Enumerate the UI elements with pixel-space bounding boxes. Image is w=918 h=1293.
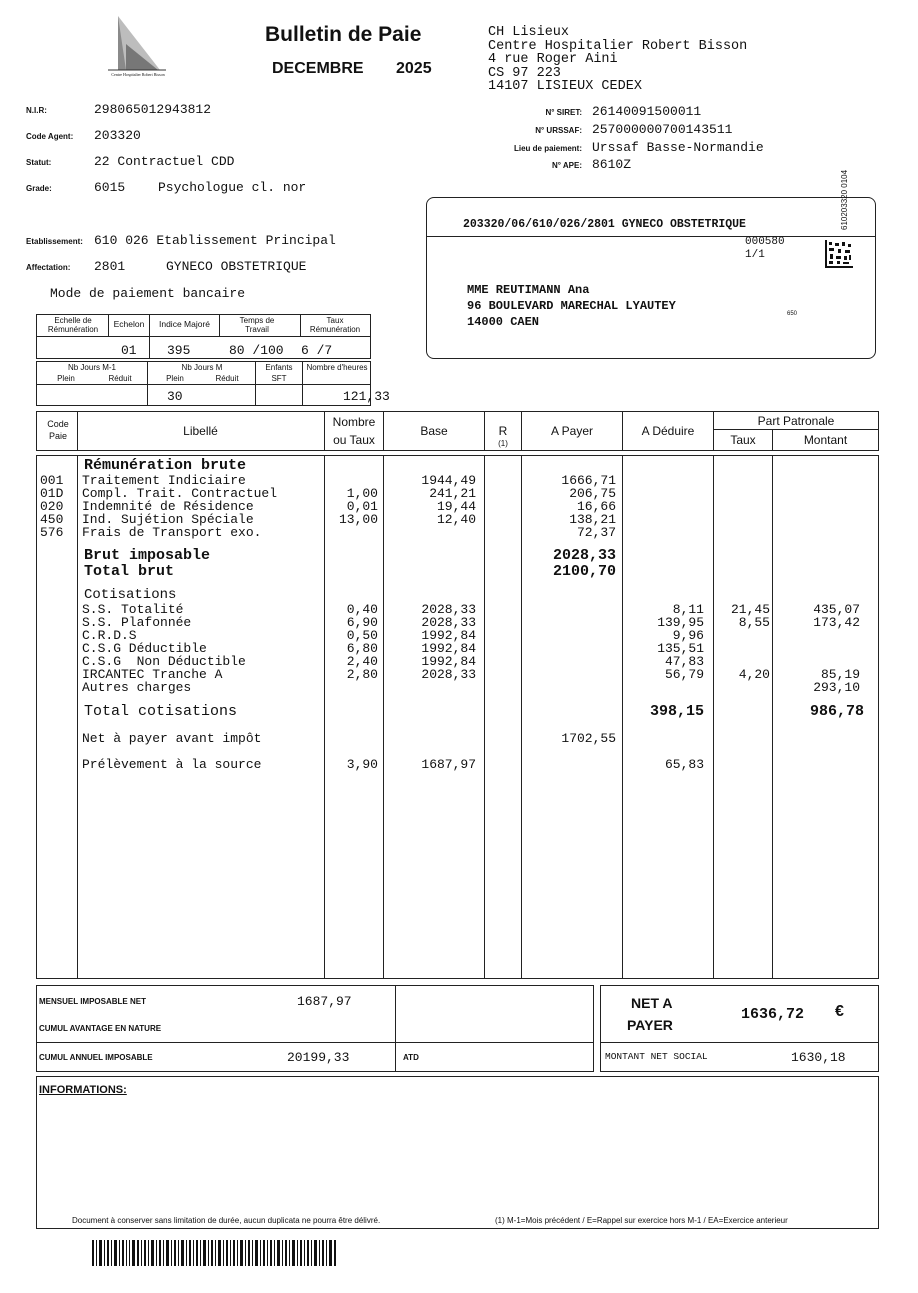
h-plein-m1: Plein bbox=[57, 374, 75, 383]
section-cotisations: Cotisations bbox=[84, 587, 177, 603]
ape-value: 8610Z bbox=[592, 157, 632, 172]
code-agent-label: Code Agent: bbox=[26, 132, 74, 141]
h-nombre: Nombre bbox=[332, 415, 376, 429]
pay-year: 2025 bbox=[396, 60, 432, 77]
cot-montant: 85,19 bbox=[820, 667, 860, 682]
employer-full-name: Centre Hospitalier Robert Bisson bbox=[488, 38, 748, 54]
section-remuneration: Rémunération brute bbox=[84, 457, 247, 474]
line-code: 576 bbox=[40, 525, 64, 540]
net-social-value: 1630,18 bbox=[791, 1050, 846, 1065]
line-payer: 206,75 bbox=[569, 486, 616, 501]
net-social-label: MONTANT NET SOCIAL bbox=[605, 1051, 708, 1062]
h-echelle: Echelle de Rémunération bbox=[47, 316, 99, 334]
h-plein-m: Plein bbox=[166, 374, 184, 383]
grade-name: Psychologue cl. nor bbox=[158, 180, 307, 195]
h-heures: Nombre d'heures bbox=[306, 363, 368, 372]
h-p-taux: Taux bbox=[730, 433, 756, 447]
h-a-deduire: A Déduire bbox=[641, 424, 695, 438]
cot-taux: 4,20 bbox=[738, 667, 770, 682]
cot-label: Autres charges bbox=[82, 680, 192, 695]
line-code: 020 bbox=[40, 499, 64, 514]
cot-base: 1992,84 bbox=[421, 628, 476, 643]
line-label: Ind. Sujétion Spéciale bbox=[82, 512, 254, 527]
cumuls-box bbox=[36, 985, 594, 1072]
line-base: 1944,49 bbox=[421, 473, 476, 488]
net-avant-impot-label: Net à payer avant impôt bbox=[82, 731, 262, 746]
euro-icon: € bbox=[835, 1003, 844, 1020]
total-cotisations-montant: 986,78 bbox=[809, 703, 864, 720]
siret-value: 26140091500011 bbox=[592, 104, 702, 119]
line-code: 01D bbox=[40, 486, 64, 501]
address-page: 1/1 bbox=[745, 249, 765, 261]
disclaimer-text: Document à conserver sans limitation de durée, aucun duplicata ne pourra être délivré. bbox=[72, 1216, 381, 1225]
cot-taux: 8,55 bbox=[738, 615, 770, 630]
cot-deduire: 47,83 bbox=[664, 654, 704, 669]
line-base: 12,40 bbox=[436, 512, 476, 527]
indice-value: 395 bbox=[167, 343, 191, 358]
lieu-label: Lieu de paiement: bbox=[513, 144, 582, 153]
employer-cs: CS 97 223 bbox=[488, 65, 561, 81]
mensuel-imposable-label: MENSUEL IMPOSABLE NET bbox=[39, 997, 146, 1006]
cot-montant: 435,07 bbox=[813, 602, 860, 617]
h-part-patronale: Part Patronale bbox=[757, 414, 835, 428]
line-label: Compl. Trait. Contractuel bbox=[82, 486, 278, 501]
line-label: Indemnité de Résidence bbox=[82, 499, 254, 514]
hospital-logo bbox=[100, 14, 170, 82]
urssaf-label: N° URSSAF: bbox=[535, 126, 582, 135]
heures-value: 121,33 bbox=[343, 389, 390, 404]
cot-deduire: 8,11 bbox=[672, 602, 704, 617]
affectation-code: 2801 bbox=[94, 259, 126, 274]
prelevement-taux: 3,90 bbox=[346, 757, 378, 772]
address-box bbox=[426, 197, 876, 359]
cot-label: IRCANTEC Tranche A bbox=[82, 667, 223, 682]
cot-deduire: 139,95 bbox=[657, 615, 704, 630]
total-cotisations-deduire: 398,15 bbox=[649, 703, 704, 720]
cot-label: S.S. Plafonnée bbox=[82, 615, 192, 630]
employer-street: 4 rue Roger Aini bbox=[488, 52, 618, 67]
informations-box bbox=[36, 1076, 879, 1229]
cot-montant: 293,10 bbox=[813, 680, 860, 695]
pay-month: DECEMBRE bbox=[272, 60, 364, 77]
line-base: 241,21 bbox=[429, 486, 476, 501]
net-avant-impot-value: 1702,55 bbox=[561, 731, 616, 746]
cot-taux: 21,45 bbox=[730, 602, 770, 617]
line-label: Frais de Transport exo. bbox=[82, 525, 262, 540]
recipient-city: 14000 CAEN bbox=[467, 315, 540, 329]
grade-label: Grade: bbox=[26, 184, 52, 193]
h-code-paie: Code Paie bbox=[47, 419, 69, 441]
pay-table-header bbox=[36, 411, 879, 451]
cumul-avantage-label: CUMUL AVANTAGE EN NATURE bbox=[39, 1024, 162, 1033]
affectation-label: Affectation: bbox=[26, 263, 71, 272]
address-reference: 203320/06/610/026/2801 GYNECO OBSTETRIQUE bbox=[463, 218, 746, 231]
statut-value: 22 Contractuel CDD bbox=[94, 154, 235, 169]
h-p-montant: Montant bbox=[803, 433, 848, 447]
ape-label: N° APE: bbox=[551, 161, 582, 170]
cot-base: 2028,33 bbox=[421, 667, 476, 682]
h-sft: SFT bbox=[271, 374, 287, 383]
echelon-value: 01 bbox=[121, 343, 137, 358]
line-code: 001 bbox=[40, 473, 64, 488]
recipient-name: MME REUTIMANN Ana bbox=[467, 283, 590, 297]
employer-name: CH Lisieux bbox=[488, 25, 570, 40]
etablissement-label: Etablissement: bbox=[26, 237, 83, 246]
cumul-annuel-value: 20199,33 bbox=[287, 1050, 350, 1065]
mensuel-imposable-value: 1687,97 bbox=[297, 994, 352, 1009]
h-jours-m: Nb Jours M bbox=[181, 363, 223, 372]
line-code: 450 bbox=[40, 512, 64, 527]
recipient-street: 96 BOULEVARD MARECHAL LYAUTEY bbox=[467, 299, 676, 313]
barcode bbox=[92, 1240, 338, 1266]
address-number: 000580 bbox=[745, 236, 785, 248]
net-a-payer-value: 1636,72 bbox=[741, 1006, 805, 1023]
etablissement-value: 610 026 Etablissement Principal bbox=[94, 233, 336, 248]
h-temps: Temps de Travail bbox=[239, 316, 275, 334]
cot-deduire: 135,51 bbox=[657, 641, 704, 656]
line-nombre: 13,00 bbox=[338, 512, 378, 527]
cot-label: C.S.G Déductible bbox=[82, 641, 207, 656]
datamatrix-icon bbox=[825, 240, 853, 268]
line-nombre: 1,00 bbox=[346, 486, 378, 501]
nir-label: N.I.R: bbox=[26, 106, 47, 115]
cumul-annuel-label: CUMUL ANNUEL IMPOSABLE bbox=[39, 1053, 153, 1062]
h-echelon: Echelon bbox=[113, 319, 145, 329]
cot-nombre: 2,80 bbox=[346, 667, 378, 682]
brut-imposable-value: 2028,33 bbox=[552, 547, 616, 564]
h-taux: ou Taux bbox=[333, 433, 375, 447]
urssaf-value: 257000000700143511 bbox=[592, 122, 733, 137]
prelevement-label: Prélèvement à la source bbox=[82, 757, 262, 772]
h-indice: Indice Majoré bbox=[158, 319, 211, 329]
h-base: Base bbox=[420, 424, 448, 438]
h-a-payer: A Payer bbox=[550, 424, 594, 438]
atd-label: ATD bbox=[403, 1053, 419, 1062]
code-agent-value: 203320 bbox=[94, 128, 141, 143]
line-payer: 1666,71 bbox=[561, 473, 616, 488]
jours-plein-value: 30 bbox=[167, 389, 183, 404]
cot-label: C.S.G Non Déductible bbox=[82, 654, 246, 669]
cot-label: S.S. Totalité bbox=[82, 602, 184, 617]
cot-deduire: 9,96 bbox=[672, 628, 704, 643]
line-nombre: 0,01 bbox=[346, 499, 378, 514]
cot-nombre: 6,90 bbox=[346, 615, 378, 630]
h-jours-m1: Nb Jours M-1 bbox=[67, 363, 116, 372]
cot-nombre: 2,40 bbox=[346, 654, 378, 669]
prelevement-deduire: 65,83 bbox=[664, 757, 704, 772]
side-code: 610203320 0104 bbox=[840, 169, 849, 230]
line-label: Traitement Indiciaire bbox=[82, 473, 246, 488]
h-reduit-m1: Réduit bbox=[108, 374, 132, 383]
page-title: Bulletin de Paie bbox=[265, 23, 422, 46]
cot-nombre: 6,80 bbox=[346, 641, 378, 656]
remuneration-grid bbox=[36, 314, 371, 359]
cot-nombre: 0,50 bbox=[346, 628, 378, 643]
total-brut-value: 2100,70 bbox=[552, 563, 616, 580]
line-payer: 138,21 bbox=[569, 512, 616, 527]
h-r: R bbox=[498, 424, 508, 438]
jours-grid bbox=[36, 361, 390, 406]
total-cotisations-label: Total cotisations bbox=[84, 703, 238, 720]
prelevement-base: 1687,97 bbox=[421, 757, 476, 772]
siret-label: N° SIRET: bbox=[545, 108, 582, 117]
h-libelle: Libellé bbox=[183, 424, 218, 438]
temps-value: 80 /100 bbox=[229, 343, 284, 358]
grade-code: 6015 bbox=[94, 180, 126, 195]
cot-base: 2028,33 bbox=[421, 602, 476, 617]
cot-label: C.R.D.S bbox=[82, 628, 137, 643]
footnote-text: (1) M-1=Mois précédent / E=Rappel sur exercice hors M-1 / EA=Exercice anterieur bbox=[495, 1216, 788, 1225]
line-base: 19,44 bbox=[436, 499, 476, 514]
affectation-name: GYNECO OBSTETRIQUE bbox=[166, 259, 307, 274]
payer-label: PAYER bbox=[627, 1017, 673, 1033]
cot-nombre: 0,40 bbox=[346, 602, 378, 617]
statut-label: Statut: bbox=[26, 158, 52, 167]
brut-imposable-label: Brut imposable bbox=[84, 547, 211, 564]
net-box bbox=[600, 985, 879, 1072]
employer-city: 14107 LISIEUX CEDEX bbox=[488, 79, 642, 94]
line-payer: 16,66 bbox=[576, 499, 616, 514]
recipient-code: 650 bbox=[787, 311, 798, 317]
h-r-note: (1) bbox=[498, 439, 508, 448]
h-reduit-m: Réduit bbox=[215, 374, 239, 383]
cot-base: 1992,84 bbox=[421, 654, 476, 669]
total-brut-label: Total brut bbox=[84, 563, 175, 580]
employer-address bbox=[488, 26, 747, 94]
h-taux: Taux Rémunération bbox=[309, 316, 361, 334]
informations-title: INFORMATIONS: bbox=[39, 1084, 127, 1096]
cot-base: 2028,33 bbox=[421, 615, 476, 630]
line-payer: 72,37 bbox=[576, 525, 616, 540]
logo-caption: Centre Hospitalier Robert Bisson bbox=[111, 72, 165, 77]
taux-value: 6 /7 bbox=[301, 343, 333, 358]
h-enfants: Enfants bbox=[265, 363, 293, 372]
lieu-value: Urssaf Basse-Normandie bbox=[592, 140, 764, 155]
payment-mode: Mode de paiement bancaire bbox=[50, 286, 246, 301]
cot-base: 1992,84 bbox=[421, 641, 476, 656]
nir-value: 298065012943812 bbox=[94, 102, 212, 117]
cot-montant: 173,42 bbox=[813, 615, 860, 630]
cot-deduire: 56,79 bbox=[664, 667, 704, 682]
net-a-label: NET A bbox=[631, 995, 673, 1011]
